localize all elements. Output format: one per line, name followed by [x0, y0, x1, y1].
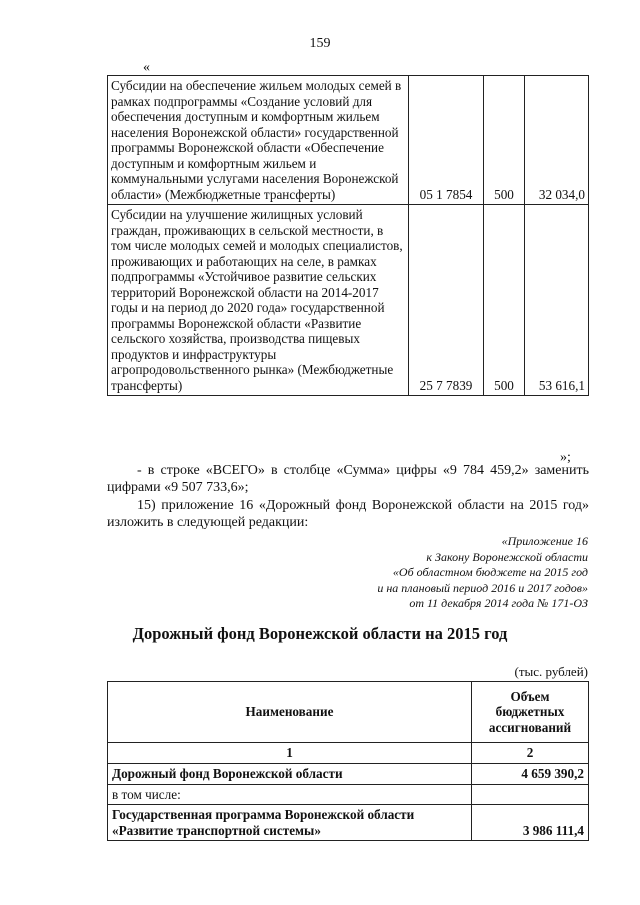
table-row: [108, 805, 589, 841]
header-amount: Объем бюджетных ассигнований: [472, 682, 589, 743]
close-quote: »;: [560, 450, 571, 465]
units-label: (тыс. рублей): [514, 664, 588, 679]
row-description: Субсидии на улучшение жилищных условий граждан, проживающих в сельской местности, в том числе молодых семей и молодых специалистов, проживающих и работающих на селе, в рамках подпрограммы «Устойчивое развитие сельских территорий Воронежской области на 2014-2017 годы и на период до 2020 года» государственной программы Воронежской области «Развитие сельского хозяйства, производства пищевых продуктов и инфраструктуры агропродовольственного рынка» (Межбюджетные трансферты): [108, 205, 409, 396]
subsidies-table: [107, 75, 589, 396]
document-title: Дорожный фонд Воронежской области на 2015 год: [132, 624, 508, 643]
row-description: Субсидии на обеспечение жильем молодых семей в рамках подпрограммы «Создание условий для обеспечения доступным и комфортным жильем населения Воронежской области» государственной программы Воронежской области «Обеспечение доступным и комфортным жильем и коммунальными услугами населения Воронежской области» (Межбюджетные трансферты): [108, 76, 409, 205]
column-numbers: [108, 743, 589, 764]
appendix-heading: [377, 534, 588, 612]
appendix-line: от 11 декабря 2014 года № 171-ОЗ: [409, 596, 588, 610]
row-vr: 500: [484, 76, 525, 205]
table-row: [108, 205, 589, 396]
amendment-paragraph: 15) приложение 16 «Дорожный фонд Воронежской области на 2015 год» изложить в следующей редакции:: [107, 498, 589, 530]
row-amount: 3 986 111,4: [472, 805, 589, 841]
row-name: в том числе:: [108, 784, 472, 805]
table-row: [108, 784, 589, 805]
open-quote: «: [143, 60, 150, 75]
row-name: Дорожный фонд Воронежской области: [108, 764, 472, 785]
road-fund-table: [107, 681, 589, 841]
appendix-line: и на плановый период 2016 и 2017 годов»: [377, 580, 588, 595]
row-code: 05 1 7854: [409, 76, 484, 205]
row-amount: [472, 784, 589, 805]
amendment-paragraph: - в строке «ВСЕГО» в столбце «Сумма» цифры «9 784 459,2» заменить цифрами «9 507 733,6»;: [107, 463, 589, 495]
appendix-line: к Закону Воронежской области: [426, 549, 588, 564]
row-sum: 32 034,0: [525, 76, 589, 205]
appendix-line: «Приложение 16: [501, 534, 588, 548]
page-number: 159: [309, 36, 331, 51]
table-row: [108, 764, 589, 785]
column-number: 1: [108, 743, 472, 764]
row-sum: 53 616,1: [525, 205, 589, 396]
table-row: [108, 76, 589, 205]
row-code: 25 7 7839: [409, 205, 484, 396]
row-vr: 500: [484, 205, 525, 396]
appendix-line: «Об областном бюджете на 2015 год: [392, 565, 588, 579]
row-amount: 4 659 390,2: [472, 764, 589, 785]
header-name: Наименование: [108, 682, 472, 743]
row-name: Государственная программа Воронежской области «Развитие транспортной системы»: [108, 805, 472, 841]
table-header: [108, 682, 589, 743]
column-number: 2: [472, 743, 589, 764]
